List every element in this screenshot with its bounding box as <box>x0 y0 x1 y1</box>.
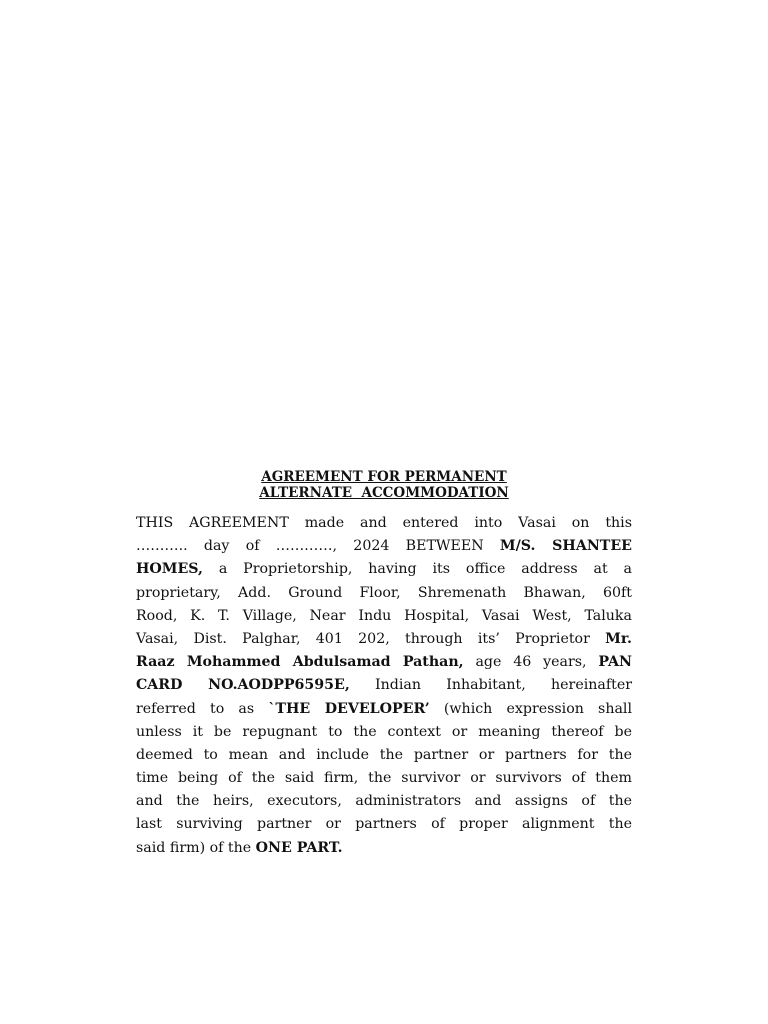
text-run: a Proprietorship, having its office address at a <box>202 561 632 578</box>
title-line-2: ALTERNATE ACCOMMODATION <box>259 485 509 501</box>
bold-text: M/S. SHANTEE <box>499 538 632 555</box>
paragraph-line <box>136 721 632 744</box>
paragraph-line <box>136 744 632 767</box>
title-line-1: AGREEMENT FOR PERMANENT <box>261 469 507 485</box>
paragraph-line <box>136 837 632 860</box>
text-run: Vasai, Dist. Palghar, 401 202, through its’ Proprietor <box>136 630 606 647</box>
bold-text: Mr. <box>605 630 632 647</box>
text-run: Indian Inhabitant, hereinafter <box>349 677 632 694</box>
paragraph-line <box>136 790 632 813</box>
text-run: said firm) of the <box>136 839 256 856</box>
agreement-title <box>136 469 632 501</box>
bold-text: Raaz Mohammed Abdulsamad Pathan, <box>136 654 464 671</box>
text-run: last surviving partner or partners of proper alignment the <box>136 816 632 833</box>
bold-text: `THE DEVELOPER’ <box>268 700 430 717</box>
paragraph-line <box>136 651 632 674</box>
bold-text: ONE PART. <box>255 839 343 856</box>
text-run: time being of the said firm, the survivor or survivors of them <box>136 770 632 787</box>
text-run: THIS AGREEMENT made and entered into Vasai on this <box>136 515 632 531</box>
paragraph-line <box>136 698 632 721</box>
paragraph-line <box>136 813 632 836</box>
paragraph-line <box>136 582 632 605</box>
text-run: unless it be repugnant to the context or meaning thereof be <box>136 723 632 740</box>
text-run: proprietary, Add. Ground Floor, Shremenath Bhawan, 60ft <box>136 584 632 601</box>
paragraph-line <box>136 558 632 581</box>
bold-text: CARD NO.AODPP6595E, <box>136 677 350 694</box>
text-run: deemed to mean and include the partner or partners for the <box>136 746 632 763</box>
bold-text: HOMES, <box>136 561 203 578</box>
agreement-paragraph <box>136 512 632 860</box>
paragraph-line <box>136 674 632 697</box>
paragraph-line <box>136 535 632 558</box>
text-run: age 46 years, <box>463 654 599 671</box>
bold-text: PAN <box>598 654 632 671</box>
paragraph-line <box>136 767 632 790</box>
text-run: ……….. day of …………, 2024 BETWEEN <box>136 538 500 555</box>
paragraph-line <box>136 605 632 628</box>
text-run: (which expression shall <box>429 700 632 717</box>
paragraph-line <box>136 628 632 651</box>
text-run: Rood, K. T. Village, Near Indu Hospital, Vasai West, Taluka <box>136 607 632 624</box>
text-run: and the heirs, executors, administrators and assigns of the <box>136 793 632 810</box>
paragraph-line <box>136 512 632 535</box>
text-run: referred to as <box>136 700 269 717</box>
